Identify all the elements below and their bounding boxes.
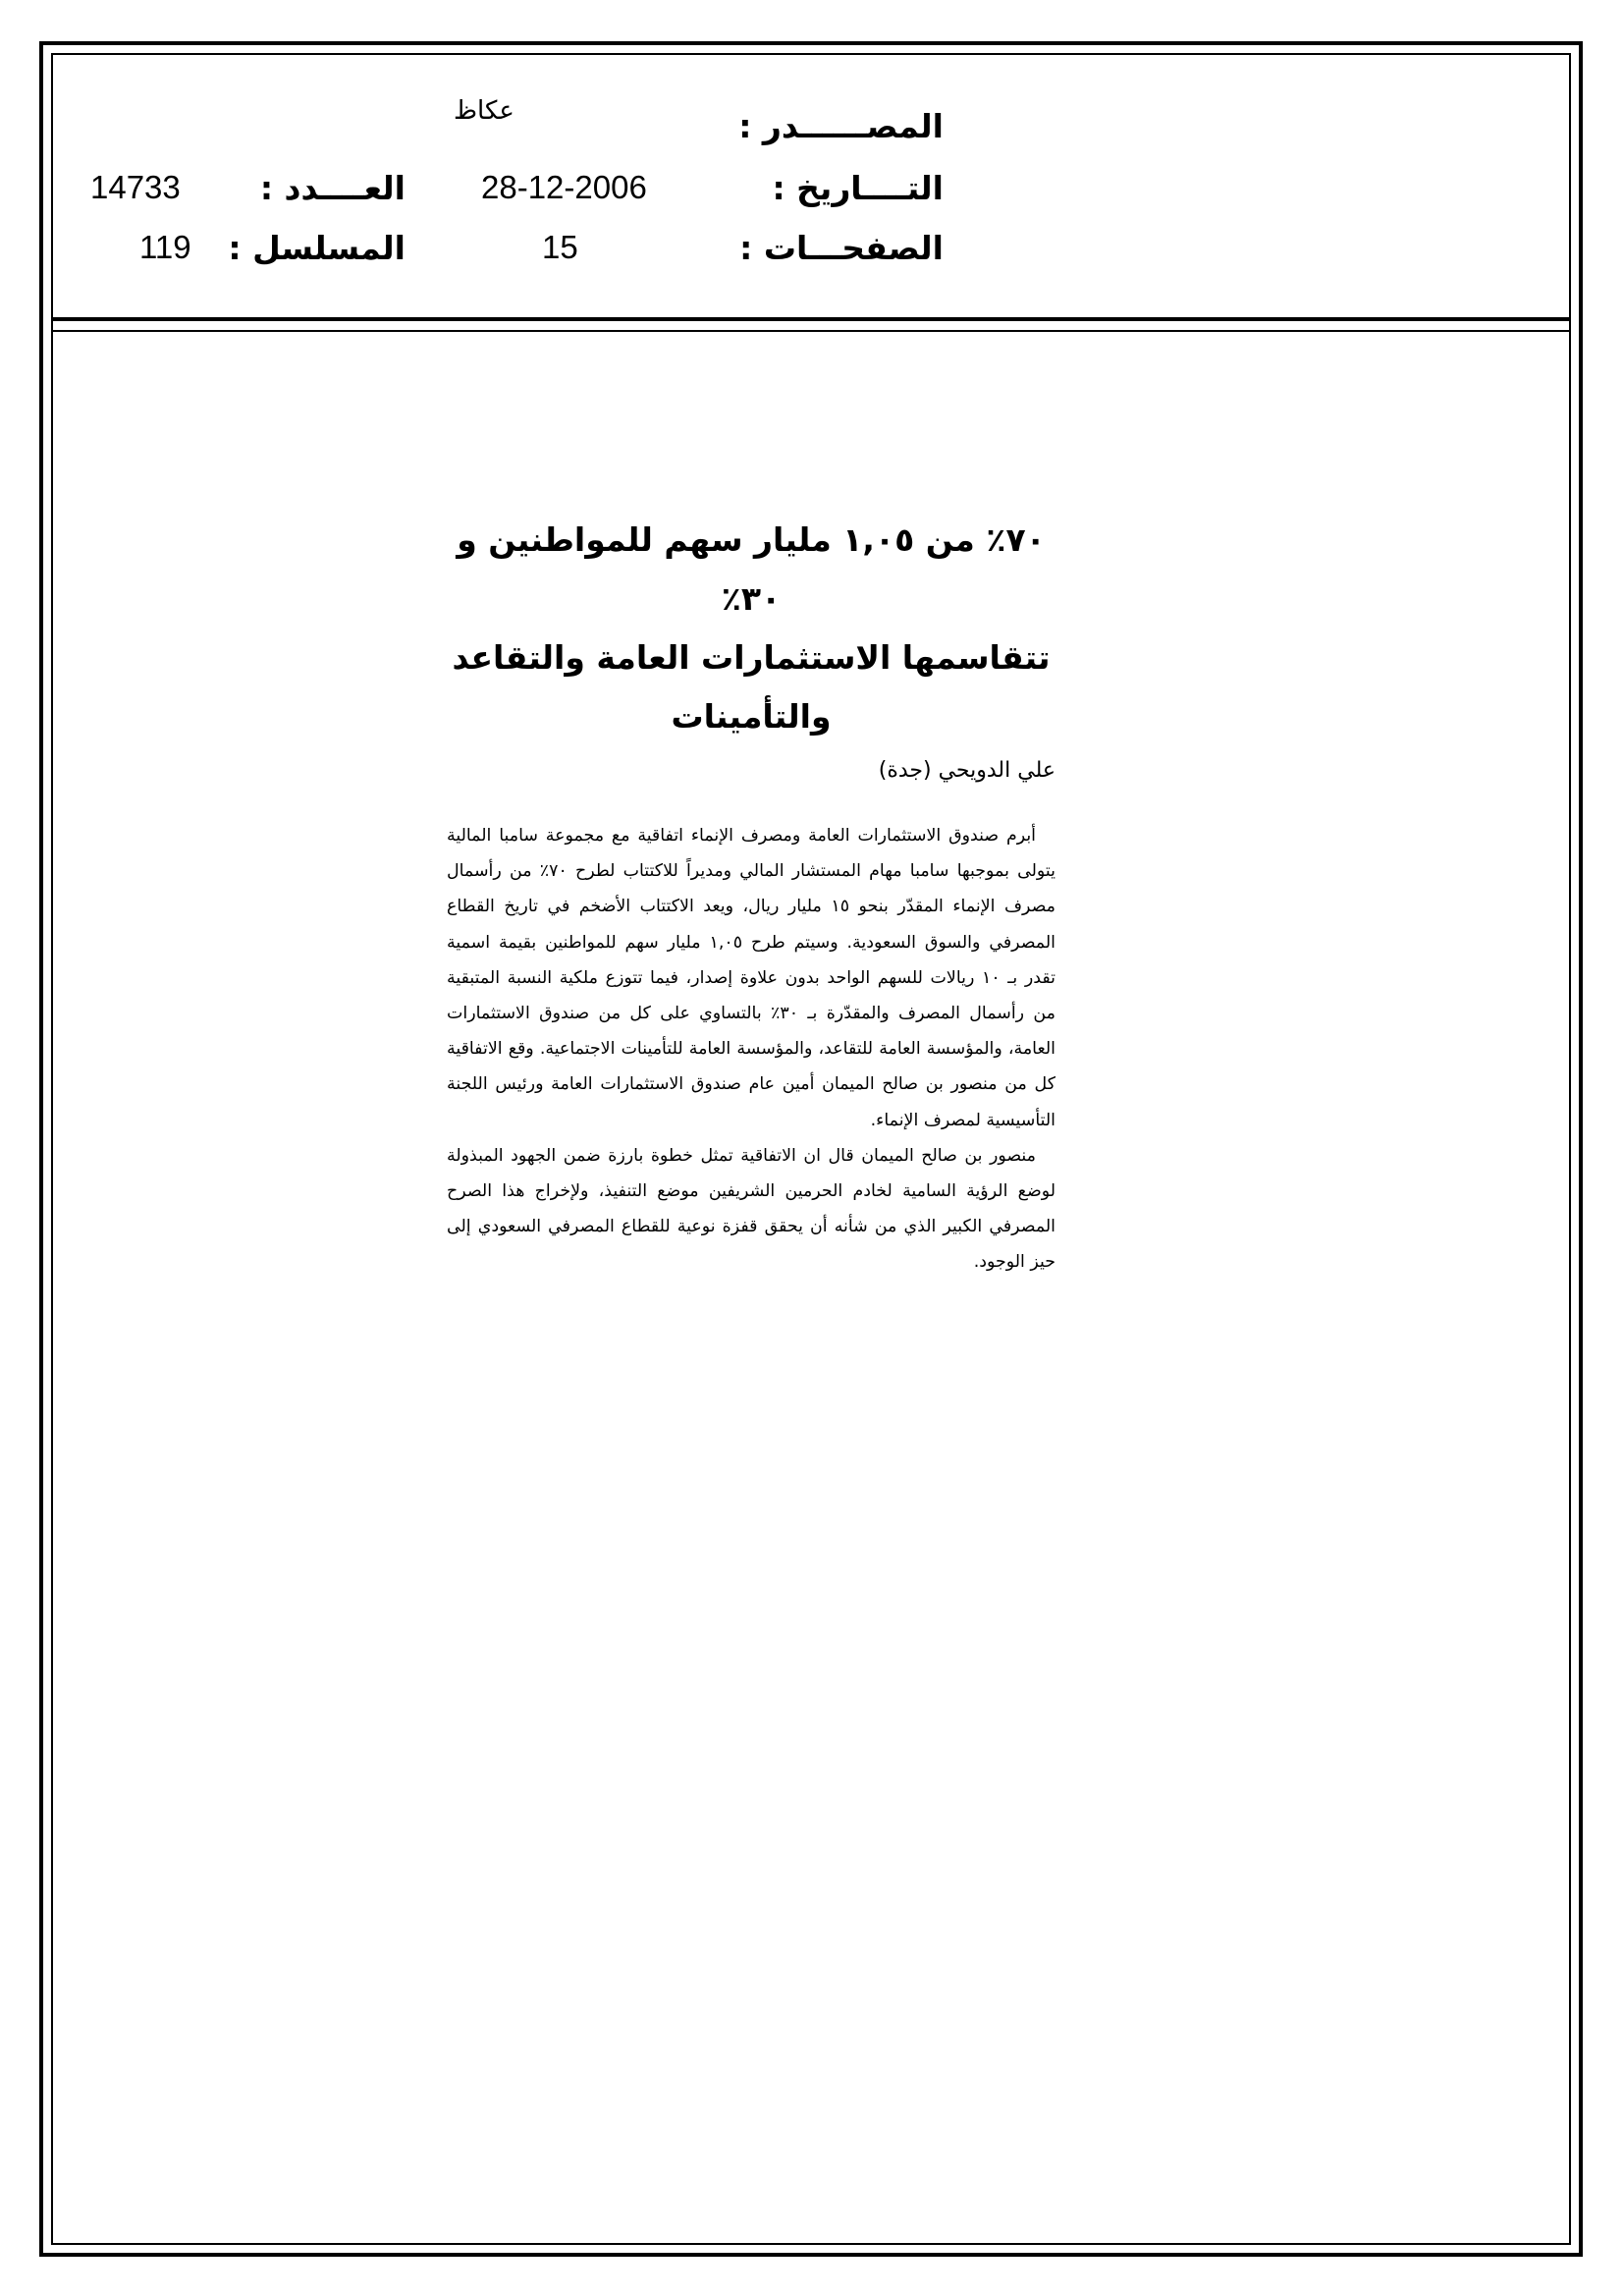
article-body (447, 818, 1055, 1281)
date-value: 28-12-2006 (481, 169, 647, 205)
headline-line-2: تتقاسمها الاستثمارات العامة والتقاعد والتأمينات (452, 638, 1051, 736)
serial-label: المسلسل : (228, 229, 406, 267)
header-divider-thin (51, 330, 1571, 332)
source-value: عكاظ (454, 96, 514, 126)
headline-line-1: ٧٠٪ من ١,٠٥ مليار سهم للمواطنين و ٣٠٪ (457, 520, 1046, 618)
article-byline: علي الدويحي (جدة) (878, 758, 1055, 783)
article-paragraph-2: منصور بن صالح الميمان قال ان الاتفاقية تمثل خطوة بارزة ضمن الجهود المبذولة لوضع الرؤية السامية لخادم الحرمين الشريفين موضع التنفيذ، ولإخراج هذا الصرح المصرفي الكبير الذي من شأنه أن يحقق قفزة نوعية للقطاع المصرفي السعودي إلى حيز الوجود. (447, 1145, 1055, 1273)
pages-value: 15 (542, 229, 578, 265)
date-label: التــــاريخ : (772, 169, 944, 207)
issue-value: 14733 (90, 169, 181, 205)
source-label: المصــــــدر : (738, 107, 944, 145)
pages-label: الصفحـــات : (739, 229, 944, 267)
article-paragraph-1: أبرم صندوق الاستثمارات العامة ومصرف الإنماء اتفاقية مع مجموعة سامبا المالية يتولى بموجبها سامبا مهام المستشار المالي ومديراً للاكتتاب لطرح ٧٠٪ من رأسمال مصرف الإنماء المقدّر بنحو ١٥ مليار ريال، ويعد الاكتتاب الأضخم في تاريخ القطاع المصرفي والسوق السعودية. وسيتم طرح ١,٠٥ مليار سهم للمواطنين بقيمة اسمية تقدر بـ ١٠ ريالات للسهم الواحد بدون علاوة إصدار، فيما تتوزع ملكية النسبة المتبقية من رأسمال المصرف والمقدّرة بـ ٣٠٪ بالتساوي على كل من صندوق الاستثمارات العامة، والمؤسسة العامة للتقاعد، والمؤسسة العامة للتأمينات الاجتماعية. وقع الاتفاقية كل من منصور بن صالح الميمان أمين عام صندوق الاستثمارات العامة ورئيس اللجنة التأسيسية لمصرف الإنماء. (447, 826, 1055, 1130)
issue-label: العــــدد : (259, 169, 406, 207)
header-divider-thick (51, 317, 1571, 321)
article-headline (447, 511, 1055, 746)
serial-value: 119 (139, 229, 191, 265)
article-clipping (447, 511, 1055, 1281)
